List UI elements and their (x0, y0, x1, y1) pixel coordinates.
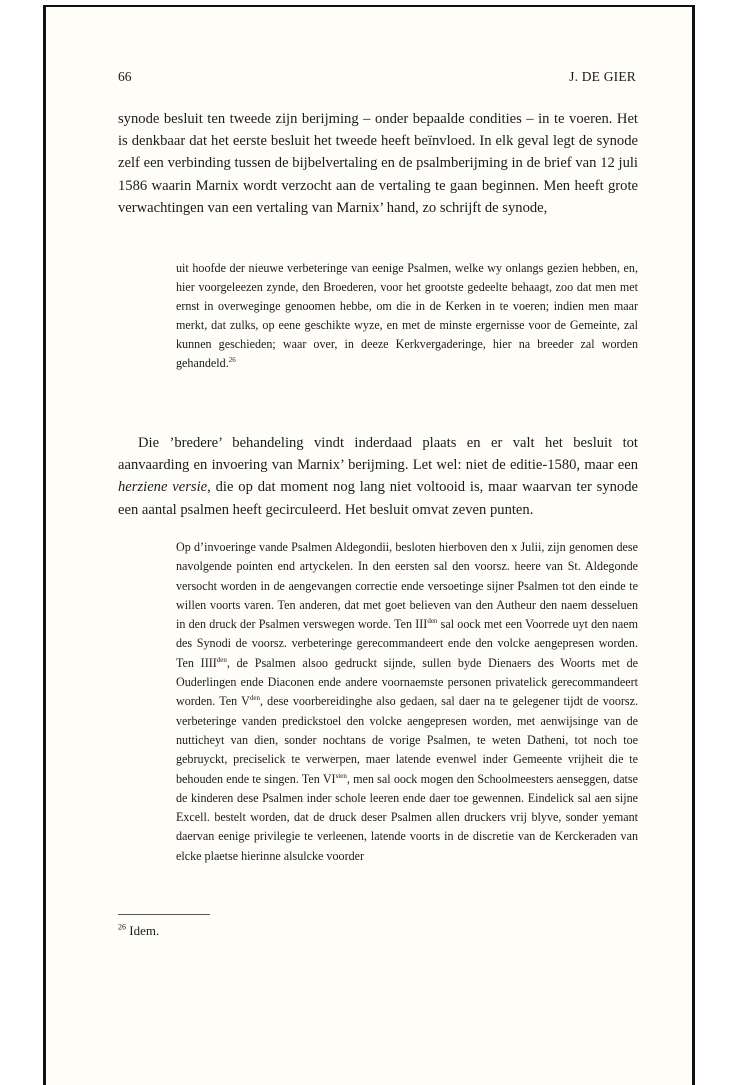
paragraph-1 (118, 108, 638, 219)
paragraph-2-after: , die op dat moment nog lang niet voltooid is, maar waarvan ter synode een aantal psalmen heeft gecirculeerd. Het besluit omvat zeven punten. (118, 479, 638, 518)
paragraph-2-italic: herziene versie (118, 479, 208, 496)
footnote-reference-26: 26 (228, 356, 236, 365)
ordinal-superscript-5: den (249, 694, 260, 703)
footnote-text: Idem. (126, 923, 160, 938)
footnote-number: 26 (118, 922, 126, 932)
page-number: 66 (118, 69, 132, 84)
quote-2-part-2: sal oock met een Voorrede uyt den naem des Synodi de voorsz. verbeteringe gerecommandeert ende den volcke aengepresen worden. Ten IIII (176, 617, 638, 670)
block-quote-1 (176, 259, 638, 374)
block-quote-2 (176, 538, 638, 866)
block-quote-1-text: uit hoofde der nieuwe verbeteringe van eenige Psalmen, welke wy onlangs gezien hebben, en, hier voorgeleezen zynde, den Broederen, voor het grootste gedeelte behaagt, zoo dat men met ernst in overweginge genoomen hebbe, om die in de Kerken in te voeren; indien men maar merkt, dat zulks, op eene geschikte wyze, en met de minste ergernisse voor de Gemeinte, zal kunnen geschieden; waar over, in deeze Kerkvergaderinge, hier na breeder zal worden gehandeld. (176, 261, 638, 371)
running-head: J. DE GIER (569, 69, 636, 84)
ordinal-superscript-6: sten (335, 771, 347, 780)
footnote-separator (118, 914, 210, 915)
footnote-26 (118, 923, 159, 939)
paragraph-2-before: Die ’bredere’ behandeling vindt inderdaad plaats en er valt het besluit tot aanvaarding en invoering van Marnix’ berijming. Let wel: niet de editie-1580, maar een (118, 435, 638, 474)
paragraph-2-text (118, 432, 638, 521)
ordinal-superscript-4: den (216, 655, 227, 664)
quote-2-part-1: Op d’invoeringe vande Psalmen Aldegondii, besloten hierboven den x Julii, zijn genomen dese navolgende pointen end artyckelen. In den eersten sal den voorsz. heere van St. Aldegonde versocht worden in de aengevangen correctie ende versoetinge sijner Psalmen tot den einde te willen voorts varen. Ten anderen, dat met goet believen van den Autheur den naem desseluen in den druck der Psalmen verswegen worde. Ten III (176, 540, 638, 632)
quote-2-part-5: , men sal oock mogen den Schoolmeesters aenseggen, datse de kinderen dese Psalmen inder schole leeren ende daer toe gewennen. Eindelick sal aen sijne Excell. bestelt worden, dat de druck deser Psalmen allen druckers vrij blyve, sonder yemant daervan eenige privilegie te verleenen, latende voorts in de discretie van de Kerckeraden van elcke plaetse hierinne alsulcke voorder (176, 771, 638, 863)
quote-2-part-3: , de Psalmen alsoo gedruckt sijnde, sullen byde Dienaers des Woorts met de Ouderlingen ende Diaconen ende andere voornaemste personen privatelick gerecommandeert worden. Ten V (176, 655, 638, 709)
quote-2-part-4: , dese voorbereidinghe also gedaen, sal daer na te gelegener tijdt de voorsz. verbeteringe vanden predickstoel den volcke aengepresen worden, met aenwijsinge van de nutticheyt van dien, sonder nochtans de vorige Psalmen, te weten Datheni, tot noch toe gebruyckt, preciselick te verwerpen, maer latende evenwel inder Gemeente vrijheit die te behouden ende te singen. Ten VI (176, 694, 638, 786)
paragraph-1-text: synode besluit ten tweede zijn berijming – onder bepaalde condities – in te voeren. Het is denkbaar dat het eerste besluit het tweede heeft beïnvloed. In elk geval legt de synode zelf een verbinding tussen de bijbelvertaling en de psalmberijming in de brief van 12 juli 1586 waarin Marnix wordt verzocht aan de vertaling te gaan beginnen. Men heeft grote verwachtingen van een vertaling van Marnix’ hand, zo schrijft de synode, (118, 111, 638, 216)
paragraph-2 (118, 432, 638, 521)
ordinal-superscript-3: den (427, 617, 438, 626)
block-quote-2-paragraph (176, 538, 638, 866)
page-header (118, 69, 636, 89)
block-quote-1-paragraph (176, 259, 638, 374)
